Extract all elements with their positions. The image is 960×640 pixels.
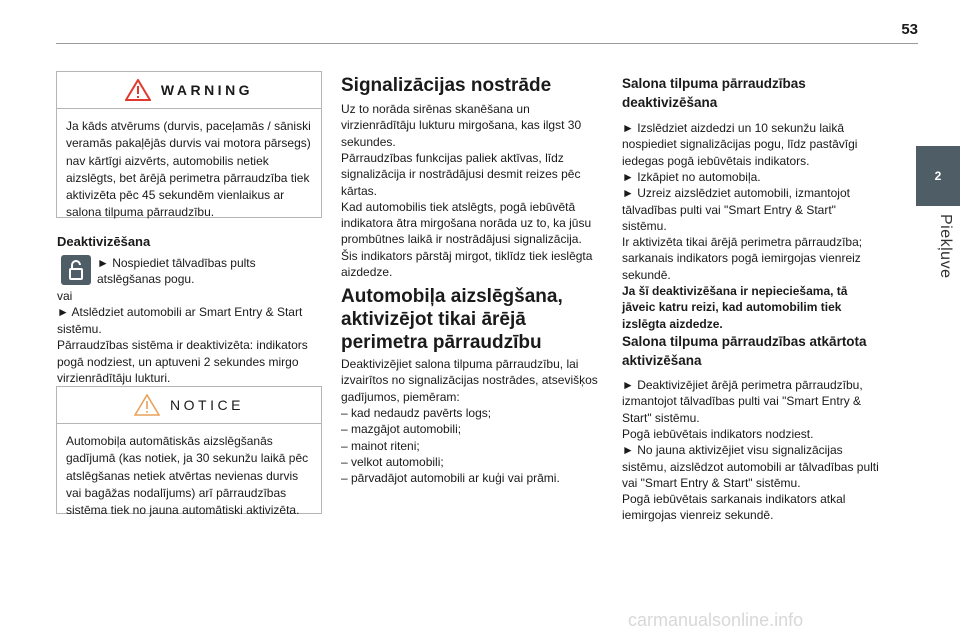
alarm-trigger-heading: Signalizācijas nostrāde — [341, 75, 552, 96]
deactivation-step-1b: atslēgšanas pogu. — [97, 272, 195, 286]
text-line: izvairītos no signalizācijas nostrādes, atsevišķos — [341, 373, 598, 388]
text-line: – mazgājot automobili; — [341, 422, 462, 437]
deactivation-result-3: virzienrādītāju lukturi. — [57, 371, 171, 385]
text-line: Deaktivizējiet salona tilpuma pārraudzību, lai — [341, 357, 579, 371]
text-line: iedegas pogā iebūvētais indikators. — [622, 153, 810, 168]
text-line: – mainot riteni; — [341, 438, 420, 453]
text-line: sarkanais indikators pogā iemirgojas vienreiz — [622, 251, 861, 266]
text-line: tālvadības pulti vai "Smart Entry & Start" — [622, 202, 836, 217]
volumetric-deactivation-heading-1: Salona tilpuma pārraudzības — [622, 76, 806, 91]
deactivation-step-2a: ► Atslēdziet automobili ar Smart Entry & Start — [57, 305, 303, 319]
deactivation-or: vai — [57, 289, 73, 303]
text-line: – kad nedaudz pavērts logs; — [341, 405, 492, 420]
deactivation-step-2b: sistēmu. — [57, 322, 102, 336]
text-line: – velkot automobili; — [341, 454, 444, 469]
top-divider — [56, 43, 918, 44]
warning-text: Ja kāds atvērums (durvis, paceļamās / sāniski veramās pakaļējās durvis vai motora pārsegs) nav kārtīgi aizvērts, automobilis netiek aizslēgts, bet ārējā perimetra pārraudzība tiek aktivizēta pēc 45 sekundēm vienlaikus ar salona tilpuma pārraudzību. — [66, 119, 311, 220]
page-number: 53 — [901, 21, 918, 38]
deactivation-result-1: Pārraudzības sistēma ir deaktivizēta: indikators — [57, 338, 308, 352]
watermark: carmanualsonline.info — [628, 610, 804, 630]
text-line: iemirgojas vienreiz sekundē. — [622, 508, 774, 523]
text-line: sistēmu. — [622, 218, 667, 233]
text-line: nospiediet signalizācijas pogu, līdz pastāvīgi — [622, 137, 858, 152]
text-line: gadījumos, piemēram: — [341, 389, 460, 404]
warning-header — [57, 72, 321, 109]
chapter-tab[interactable]: 2 — [916, 146, 960, 206]
deactivation-step-1a: ► Nospiediet tālvadības pults — [97, 256, 256, 270]
text-line: Uz to norāda sirēnas skanēšana un — [341, 102, 530, 116]
notice-header — [57, 387, 321, 424]
text-line: Šis indikators pārstāj mirgot, tiklīdz tiek ieslēgta — [341, 248, 593, 263]
text-line: Pogā iebūvētais indikators nodziest. — [622, 426, 814, 441]
notice-box — [56, 386, 322, 518]
warning-box — [56, 71, 322, 218]
warning-icon — [125, 79, 151, 101]
text-line: Ja šī deaktivizēšana ir nepieciešama, tā — [622, 284, 848, 298]
warning-title: WARNING — [160, 82, 254, 98]
text-line: ► Uzreiz aizslēdziet automobili, izmantojot — [622, 186, 850, 201]
text-line: Ir aktivizēta tikai ārējā perimetra pārraudzība; — [622, 235, 863, 250]
perimeter-lock-heading-2: aktivizējot tikai ārējā — [341, 309, 526, 330]
text-line: ► Izkāpiet no automobiļa. — [622, 169, 761, 184]
text-line: aizdedze. — [341, 265, 393, 279]
text-line: Start" sistēmu. — [622, 410, 700, 425]
text-line: Pārraudzības funkcijas paliek aktīvas, līdz — [341, 150, 564, 165]
volumetric-reactivation-heading-1: Salona tilpuma pārraudzības atkārtota — [622, 334, 867, 349]
text-line: kārtas. — [341, 183, 378, 198]
deactivation-result-2: pogā nodziest, un aptuveni 2 sekundes mirgo — [57, 355, 299, 369]
text-line: signalizācija ir nostrādājusi desmit reizes pēc — [341, 167, 581, 182]
text-line: ► No jauna aktivizējiet visu signalizācijas — [622, 443, 843, 458]
remote-unlock-icon — [61, 255, 91, 285]
perimeter-lock-heading-3: perimetra pārraudzību — [341, 332, 542, 353]
volumetric-reactivation-heading-2: aktivizēšana — [622, 353, 702, 368]
notice-icon — [134, 394, 160, 416]
text-line: prombūtnes laikā ir nostrādājusi signalizācija. — [341, 232, 582, 247]
text-line: Kad automobilis tiek atslēgts, pogā iebūvētā — [341, 199, 576, 214]
text-line: izmantojot tālvadības pulti vai "Smart Entry & — [622, 394, 862, 409]
text-line: Pogā iebūvētais sarkanais indikators atkal — [622, 492, 846, 507]
text-line: virzienrādītāju lukturu mirgošana, kas ilgst 30 — [341, 118, 582, 133]
text-line: ► Deaktivizējiet ārējā perimetra pārraudzību, — [622, 378, 863, 392]
deactivation-heading: Deaktivizēšana — [57, 234, 151, 249]
text-line: sistēmu, aizslēdzot automobili ar tālvadības pulti — [622, 459, 879, 474]
text-line: indikatora ātra mirgošana norāda uz to, ka jūsu — [341, 216, 592, 231]
text-line: vai "Smart Entry & Start" sistēmu. — [622, 475, 801, 490]
volumetric-deactivation-heading-2: deaktivizēšana — [622, 95, 718, 110]
perimeter-lock-heading-1: Automobiļa aizslēgšana, — [341, 286, 563, 307]
text-line: – pārvadājot automobili ar kuģi vai prāmi. — [341, 471, 560, 486]
notice-text: Automobiļa automātiskās aizslēgšanās gadījumā (kas notiek, ja 30 sekunžu laikā pēc atslēgšanas netiek atvērtas nevienas durvis vai bagāžas nodalījums) arī pārraudzības sistēma tiek no jauna automātiski aktivizēta. — [66, 434, 309, 518]
text-line: sekundē. — [622, 267, 671, 282]
text-line: izslēgta aizdedze. — [622, 316, 723, 331]
text-line: ► Izslēdziet aizdedzi un 10 sekunžu laikā — [622, 121, 844, 135]
text-line: sekundes. — [341, 134, 396, 149]
text-line: jāveic katru reizi, kad automobilim tiek — [622, 300, 842, 315]
notice-title: NOTICE — [170, 397, 244, 413]
chapter-label: Piekļuve — [937, 214, 954, 279]
